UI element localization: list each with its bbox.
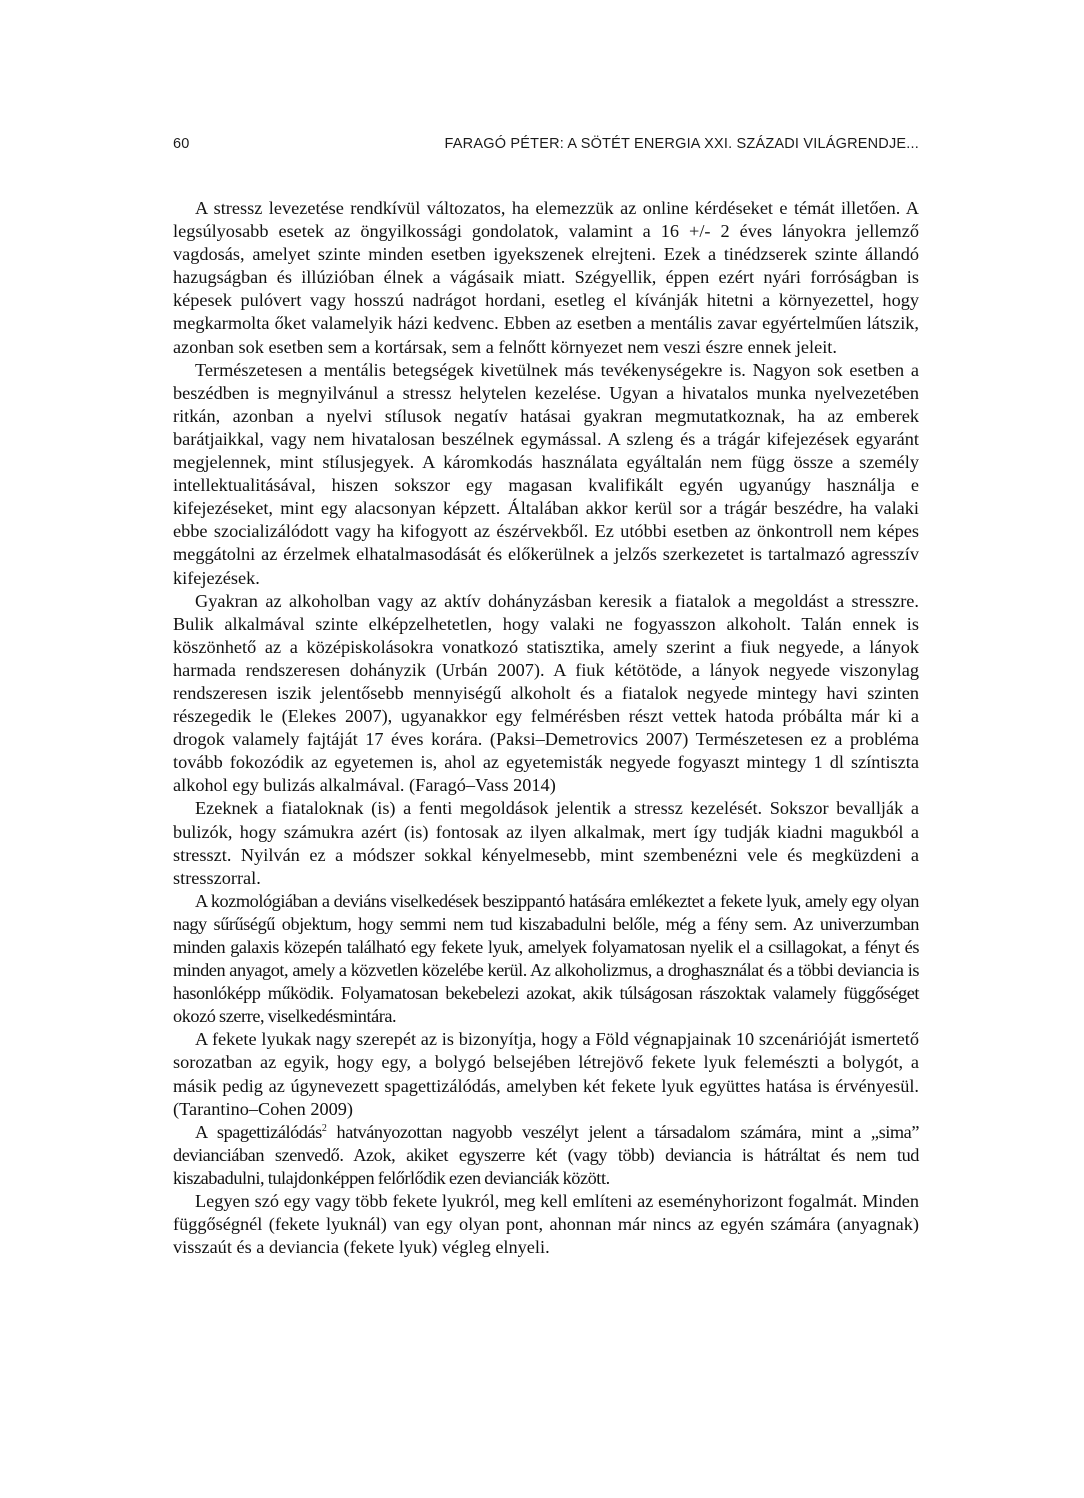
paragraph-party-stress: Ezeknek a fiataloknak (is) a fenti megoldások jelentik a stressz kezelését. Sokszor bevallják a bulizók, hogy számukra azért (is) fontosak az ilyen alkalmak, mert így tudják kiadni magukból a stresszt. Nyilván ez a módszer sokkal kényelmesebb, mint szembenézni vele és megküzdeni a stresszorral. xyxy=(173,798,919,888)
spaghettification-text-end: hatványozottan nagyobb veszélyt jelent a társadalom számára, mint a „sima” devianciában szenvedő. Azok, akiket egyszerre két (vagy több) deviancia is hátráltat és nem tud kiszabadulni, tulajdonképpen felőrlődik ezen devianciák között. xyxy=(173,1121,919,1188)
paragraph-event-horizon: Legyen szó egy vagy több fekete lyukról, meg kell említeni az eseményhorizont fogalmát. Minden függőségnél (fekete lyuknál) van egy olyan pont, ahonnan már nincs az egyén számára (anyagnak) visszaút és a deviancia (fekete lyuk) végleg elnyeli. xyxy=(173,1191,919,1258)
paragraph-black-hole-scenarios: A fekete lyukak nagy szerepét az is bizonyítja, hogy a Föld végnapjainak 10 szcenárióját ismertető sorozatban az egyik, hogy egy, a bolygó belsejében létrejövő fekete lyuk felemészti a bolygót, a másik pedig az úgynevezett spagettizálódás, amelyben két fekete lyuk együttes hatása is érvényesül. (Tarantino–Cohen 2009) xyxy=(173,1029,919,1119)
paragraph-mental-illness-speech: Természetesen a mentális betegségek kivetülnek más tevékenységekre is. Nagyon sok esetben a beszédben is megnyilvánul a stressz helytelen kezelése. Ugyan a hivatalos munka nyelvezetében ritkán, azonban a nyelvi stílusok negatív hatásai gyakran megmutatkoznak, ha az emberek barátjaikkal, vagy nem hivatalosan beszélnek egymással. A szleng és a trágár kifejezések egyaránt megjelennek, mint stílusjegyek. A káromkodás használata egyáltalán nem függ össze a személy intellektualitásával, hiszen sokszor egy magasan kvalifikált egyén ugyanúgy használja e kifejezéseket, mint egy alacsonyan képzett. Általában akkor kerül sor a trágár beszédre, ha valaki ebbe szocializálódott vagy ha kifogyott az észérvekből. Ez utóbbi esetben az önkontroll nem képes meggátolni az érzelmek elhatalmasodását és előkerülnek a jelzős szerkezetet is tartalmazó agresszív kifejezések. xyxy=(173,359,919,588)
page-number: 60 xyxy=(173,136,190,152)
paragraph-spaghettification xyxy=(173,1121,919,1190)
paragraph-black-hole-cosmology: A kozmológiában a deviáns viselkedések beszippantó hatására emlékeztet a fekete lyuk, amely egy olyan nagy sűrűségű objektum, hogy semmi nem tud kiszabadulni belőle, még a fény sem. Az univerzumban minden galaxis közepén található egy fekete lyuk, amelyek folyamatosan nyelik el a csillagokat, a fényt és minden anyagot, amely a közvetlen közelébe kerül. Az alkoholizmus, a droghasználat és a többi deviancia is hasonlóképp működik. Folyamatosan bekebelezi azokat, akik túlságosan rászoktak valamely függőséget okozó szerre, viselkedésmintára. xyxy=(173,890,919,1027)
paragraph-alcohol-smoking: Gyakran az alkoholban vagy az aktív dohányzásban keresik a fiatalok a megoldást a stresszre. Bulik alkalmával szinte elképzelhetetlen, hogy valaki ne fogyasszon alkoholt. Talán ennek is köszönhető az a középiskolásokra vonatkozó statisztika, amely szerint a fiuk negyede, a lányok harmada rendszeresen dohányzik (Urbán 2007). A fiuk kétötöde, a lányok negyede viszonylag rendszeresen iszik jelentősebb mennyiségű alkoholt és a fiatalok negyede mintegy havi szinten részegedik le (Elekes 2007), ugyanakkor egy felmérésben részt vettek hatoda próbálta már ki a drogok valamely fajtáját 17 éves korára. (Paksi–Demetrovics 2007) Természetesen ez a probléma tovább fokozódik az egyetemen is, ahol az egyetemisták negyede fogyaszt mintegy 1 dl színtiszta alkohol egy bulizás alkalmával. (Faragó–Vass 2014) xyxy=(173,590,919,796)
running-title: FARAGÓ PÉTER: A SÖTÉT ENERGIA XXI. SZÁZADI VILÁGRENDJE... xyxy=(444,136,919,152)
running-header xyxy=(173,136,919,156)
body-text xyxy=(173,197,919,1259)
spaghettification-text-start: A spagettizálódás xyxy=(195,1121,322,1142)
paragraph-stress-outlet: A stressz levezetése rendkívül változatos, ha elemezzük az online kérdéseket e témát illetően. A legsúlyosabb esetek az öngyilkossági gondolatok, valamint a 16 +/- 2 éves lányokra jellemző vagdosás, amelyet szinte minden esetben igyekszenek elrejteni. Ezek a tinédzserek szinte állandó hazugságban és illúzióban élnek a vágásaik miatt. Szégyellik, éppen ezért nyári forróságban is képesek pulóvert vagy hosszú nadrágot hordani, esetleg el kívánják hitetni a környezettel, hogy megkarmolta őket valamelyik házi kedvenc. Ebben az esetben a mentális zavar egyértelműen látszik, azonban sok esetben sem a kortársak, sem a felnőtt környezet nem veszi észre ennek jeleit. xyxy=(173,198,919,357)
footnote-reference: 2 xyxy=(321,1122,327,1134)
